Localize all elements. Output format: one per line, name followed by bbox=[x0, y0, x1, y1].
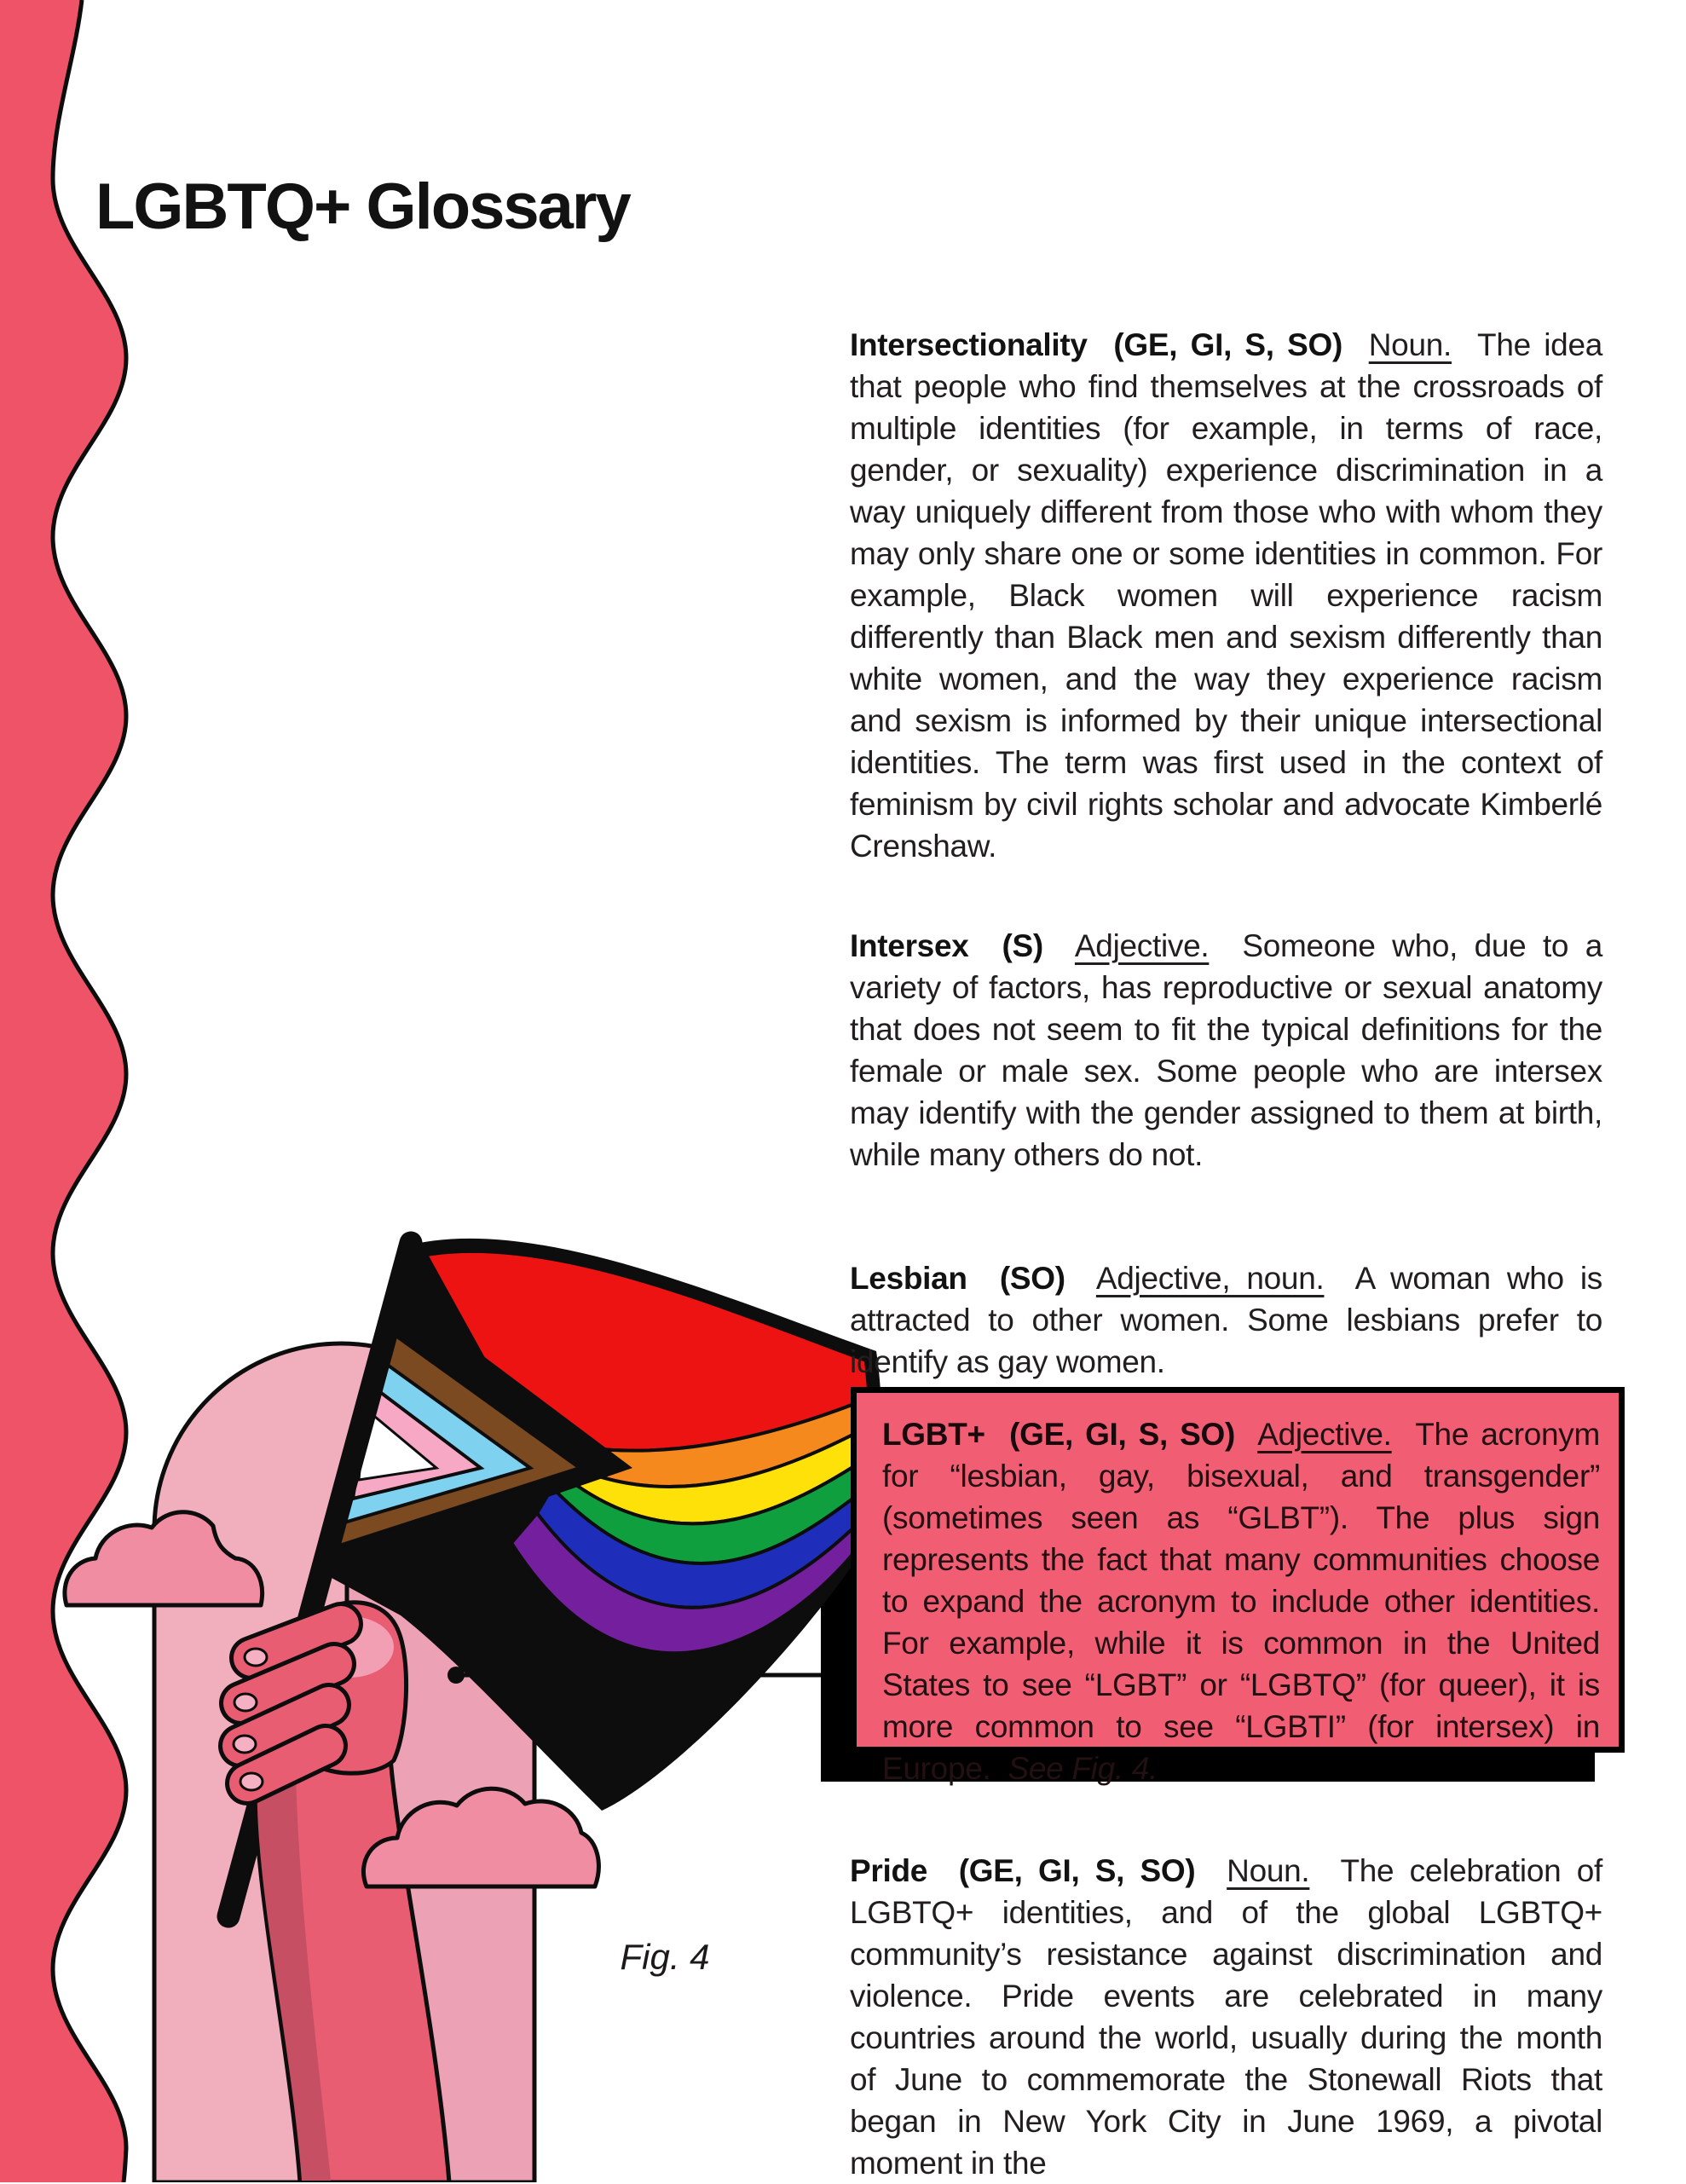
glossary-entry-intersex bbox=[850, 925, 1602, 1176]
hand-holding-flag-icon bbox=[234, 1603, 449, 2182]
glossary-entry-intersectionality bbox=[850, 324, 1602, 867]
definition-text: Someone who, due to a variety of factors, has reproductive or sexual anatomy that does not seem to fit the typical definitions for the female or male sex. Some people who are intersex may identify with the gender assigned to them at birth, while many others do not. bbox=[850, 928, 1602, 1172]
cloud-right-icon bbox=[363, 1788, 598, 1886]
term-tag: (GE, GI, S, SO) bbox=[1009, 1417, 1235, 1452]
part-of-speech: Adjective, noun. bbox=[1095, 1261, 1325, 1296]
term-lesbian: Lesbian bbox=[850, 1261, 967, 1296]
part-of-speech: Noun. bbox=[1368, 327, 1452, 362]
glossary-entry-pride bbox=[850, 1850, 1602, 2184]
term-tag: (GE, GI, S, SO) bbox=[958, 1853, 1196, 1888]
figure-caption: Fig. 4 bbox=[620, 1937, 710, 1977]
term-tag: (S) bbox=[1002, 928, 1043, 963]
term-tag: (SO) bbox=[999, 1261, 1065, 1296]
page-title: LGBTQ+ Glossary bbox=[95, 170, 630, 243]
definition-text: The acronym for “lesbian, gay, bisexual, and transgender” (sometimes seen as “GLBT”). The plus sign represents the fact that many communities choose to expand the acronym to include other identities. For example, while it is common in the United States to see “LGBT” or “LGBTQ” (for queer), it is more common to see “LGBTI” (for intersex) in Europe. bbox=[882, 1417, 1600, 1786]
definition-text: The celebration of LGBTQ+ identities, and of the global LGBTQ+ community’s resistance against discrimination and violence. Pride events are celebrated in many countries around the world, usually during the month of June to commemorate the Stonewall Riots that began in New York City in June 1969, a pivotal moment in the bbox=[850, 1853, 1603, 2181]
term-lgbt-plus: LGBT+ bbox=[882, 1417, 985, 1452]
part-of-speech: Adjective. bbox=[1257, 1417, 1392, 1452]
term-intersectionality: Intersectionality bbox=[850, 327, 1088, 362]
term-intersex: Intersex bbox=[850, 928, 969, 963]
glossary-entry-lesbian bbox=[850, 1257, 1602, 1383]
definition-text: A woman who is attracted to other women. Some lesbians prefer to identify as gay women. bbox=[850, 1261, 1603, 1379]
see-figure-reference: See Fig. 4. bbox=[1008, 1751, 1158, 1786]
term-tag: (GE, GI, S, SO) bbox=[1113, 327, 1343, 362]
term-pride: Pride bbox=[850, 1853, 928, 1888]
part-of-speech: Noun. bbox=[1227, 1853, 1310, 1888]
definition-text: The idea that people who find themselves at the crossroads of multiple identities (for example, in terms of race, gender, or sexuality) experience discrimination in a way uniquely different from those who with whom they may only share one or some identities in common. For example, Black women will experience racism differently than Black men and sexism differently than white women, and the way they experience racism and sexism is informed by their unique intersectional identities. The term was first used in the context of feminism by civil rights scholar and advocate Kimberlé Crenshaw. bbox=[850, 327, 1603, 864]
part-of-speech: Adjective. bbox=[1074, 928, 1210, 963]
